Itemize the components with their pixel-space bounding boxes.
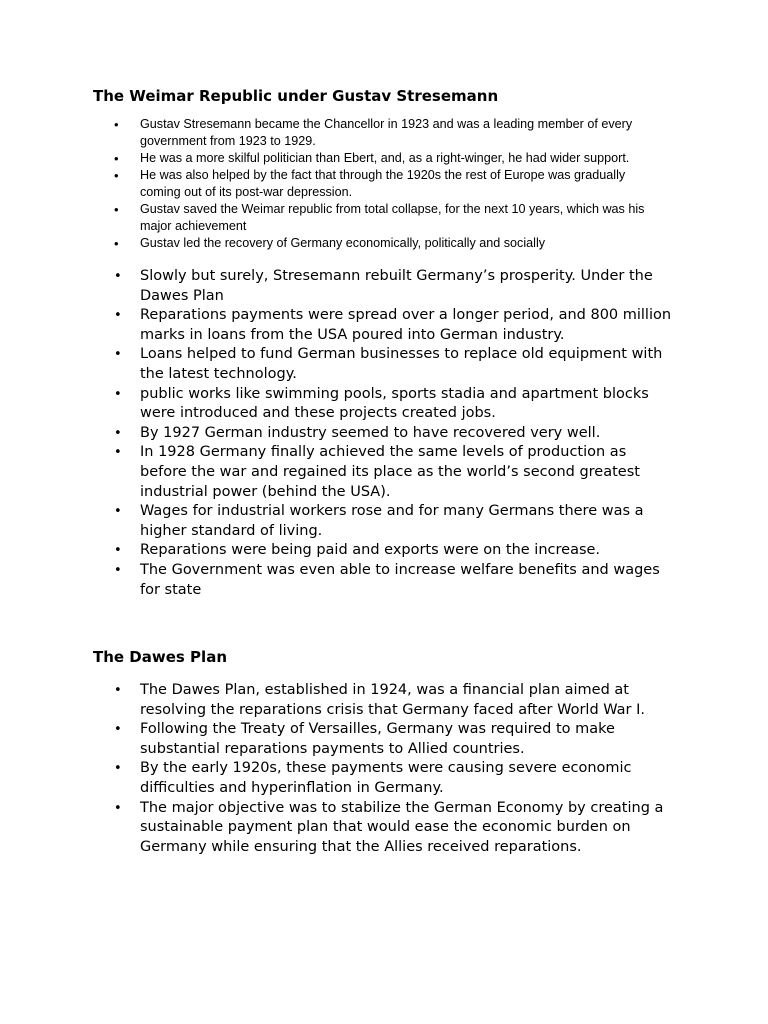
- bullet-icon: •: [114, 347, 122, 363]
- list-item: [0, 306, 674, 345]
- list-item: [0, 759, 674, 798]
- list-item: [0, 235, 665, 252]
- bullet-icon: •: [114, 683, 122, 698]
- bullet-icon: •: [114, 269, 122, 284]
- weimar-recovery-bullet-list: [0, 267, 674, 600]
- list-item-text: Following the Treaty of Versailles, Germany was required to make substantial reparations payments to Allied countries.: [140, 721, 615, 757]
- list-item: [0, 799, 674, 858]
- weimar-intro-bullet-list: [0, 116, 665, 252]
- bullet-icon: •: [114, 202, 119, 217]
- list-item: [0, 201, 665, 235]
- bullet-icon: •: [114, 800, 122, 816]
- list-item: [0, 541, 674, 561]
- bullet-icon: •: [114, 425, 122, 441]
- list-item-text: Gustav Stresemann became the Chancellor in 1923 and was a leading member of every government from 1923 to 1929.: [140, 117, 633, 148]
- list-item: [0, 561, 674, 600]
- list-item: [0, 443, 674, 502]
- list-item: [0, 267, 674, 306]
- list-item: [0, 116, 665, 150]
- list-item-text: Reparations were being paid and exports were on the increase.: [140, 542, 601, 559]
- bullet-icon: •: [114, 117, 119, 132]
- list-item: [0, 150, 665, 167]
- list-item: [0, 167, 665, 201]
- dawes-plan-bullet-list: [0, 681, 674, 857]
- bullet-icon: •: [114, 722, 122, 738]
- list-item-text: He was also helped by the fact that through the 1920s the rest of Europe was gradually coming out of its post-war depression.: [140, 168, 626, 199]
- list-item: [0, 424, 674, 444]
- list-item-text: Gustav led the recovery of Germany economically, politically and socially: [140, 236, 546, 250]
- list-item-text: The Government was even able to increase welfare benefits and wages for state: [140, 561, 660, 598]
- bullet-icon: •: [114, 761, 122, 777]
- bullet-icon: •: [114, 151, 119, 166]
- list-item-text: The Dawes Plan, established in 1924, was a financial plan aimed at resolving the reparations crisis that Germany faced after World War I.: [140, 682, 646, 718]
- list-item-text: Wages for industrial workers rose and for many Germans there was a higher standard of living.: [140, 503, 644, 539]
- bullet-icon: •: [114, 445, 122, 461]
- list-item-text: Reparations payments were spread over a longer period, and 800 million marks in loans from the USA poured into German industry.: [140, 307, 672, 343]
- section-heading-weimar: The Weimar Republic under Gustav Stresemann: [93, 87, 499, 105]
- list-item-text: By the early 1920s, these payments were causing severe economic difficulties and hyperinflation in Germany.: [140, 760, 632, 796]
- list-item-text: By 1927 German industry seemed to have recovered very well.: [140, 424, 601, 441]
- list-item: [0, 720, 674, 759]
- list-item-text: The major objective was to stabilize the German Economy by creating a sustainable payment plan that would ease the economic burden on Germany while ensuring that the Allies received reparations.: [140, 799, 664, 855]
- list-item-text: Slowly but surely, Stresemann rebuilt Germany’s prosperity. Under the Dawes Plan: [140, 268, 653, 304]
- list-item: [0, 681, 674, 720]
- bullet-icon: •: [114, 308, 122, 324]
- bullet-icon: •: [114, 386, 122, 402]
- bullet-icon: •: [114, 562, 122, 578]
- list-item: [0, 345, 674, 384]
- bullet-icon: •: [114, 543, 122, 559]
- list-item-text: In 1928 Germany finally achieved the same levels of production as before the war and regained its place as the world’s second greatest industrial power (behind the USA).: [140, 444, 640, 500]
- bullet-icon: •: [114, 168, 119, 183]
- list-item-text: He was a more skilful politician than Ebert, and, as a right-winger, he had wider support.: [140, 151, 630, 165]
- list-item-text: Gustav saved the Weimar republic from total collapse, for the next 10 years, which was his major achievement: [140, 202, 645, 233]
- list-item: [0, 502, 674, 541]
- bullet-icon: •: [114, 236, 119, 251]
- bullet-icon: •: [114, 504, 122, 520]
- list-item-text: Loans helped to fund German businesses to replace old equipment with the latest technology.: [140, 346, 663, 382]
- list-item-text: public works like swimming pools, sports stadia and apartment blocks were introduced and these projects created jobs.: [140, 385, 649, 422]
- list-item: [0, 385, 674, 424]
- section-heading-dawes-plan: The Dawes Plan: [93, 648, 227, 666]
